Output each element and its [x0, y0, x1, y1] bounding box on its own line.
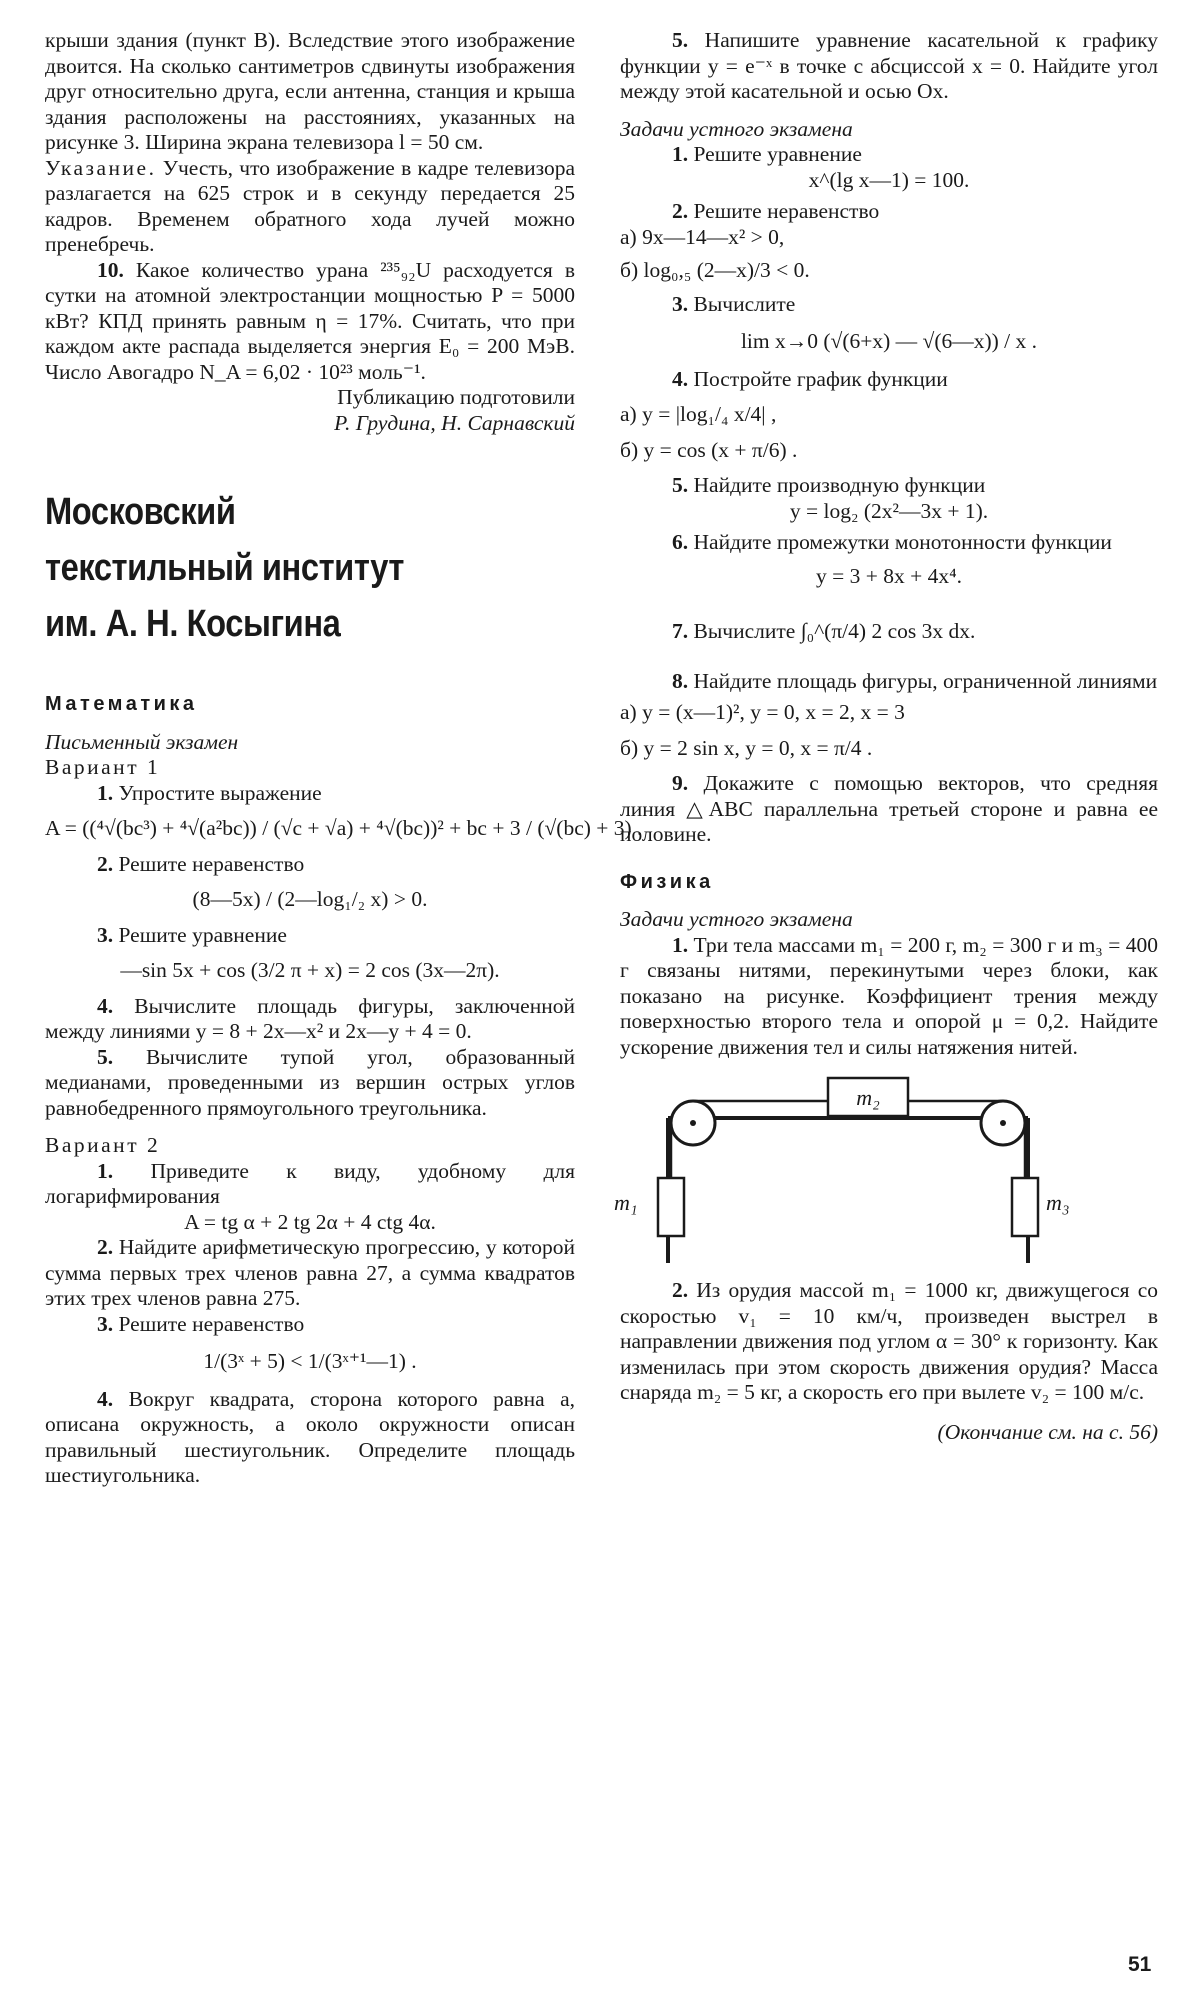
- v1-problem-3-number: 3.: [97, 922, 114, 947]
- oral-problem-5: [620, 473, 1158, 499]
- oral-problem-6: [620, 530, 1158, 556]
- oral-problem-2-number: 2.: [672, 199, 689, 223]
- v2-problem-3-number: 3.: [97, 1311, 114, 1336]
- oral-problem-2a: а) 9x—14—x² > 0,: [620, 224, 785, 249]
- v1-problem-5-number: 5.: [97, 1044, 114, 1069]
- v2-problem-2: [45, 1235, 575, 1312]
- continuation-note: (Окончание см. на с. 56): [937, 1419, 1158, 1444]
- mass-m2-label: m₂: [856, 1085, 880, 1110]
- v2-problem-1-text: Приведите к виду, удобному для логарифмирования: [45, 1158, 576, 1208]
- oral-problem-8b: б) y = 2 sin x, y = 0, x = π/4 .: [620, 735, 873, 760]
- variant-2-heading: Вариант 2: [45, 1133, 161, 1157]
- oral-problem-4: [620, 367, 1158, 393]
- physics-problem-1: [620, 933, 1158, 1061]
- oral-problem-9-number: 9.: [672, 771, 689, 795]
- oral-problem-4a: а) y = |log₁/₄ x/4| ,: [620, 402, 777, 426]
- v2-problem-3: [45, 1312, 575, 1338]
- v2-problem-4-text: Вокруг квадрата, сторона которого равна a, описана окружность, а около окружности описан правильный шестиугольник. Определите площадь шестиугольника.: [45, 1386, 575, 1487]
- variant-1-heading: Вариант 1: [45, 755, 161, 779]
- oral-problem-3-number: 3.: [672, 291, 689, 316]
- v1-problem-2-expression: (8—5x) / (2—log₁/₂ x) > 0.: [192, 887, 428, 911]
- mass-m1: [658, 1178, 684, 1236]
- oral-problem-7-text: Вычислите ∫₀^(π/4) 2 cos 3x dx.: [693, 619, 976, 643]
- v1-problem-2-text: Решите неравенство: [118, 851, 305, 876]
- v1-problem-3: [45, 923, 575, 949]
- oral-problem-4-number: 4.: [672, 366, 689, 391]
- oral-problem-9: [620, 771, 1158, 848]
- v2-problem-2-number: 2.: [97, 1235, 114, 1259]
- problem-10-text: Какое количество урана ²³⁵₉₂U расходуется в сутки на атомной электростанции мощностью P = 5000 кВт? КПД принять равным η = 17%. Считать, что при каждом акте распада выделяется энергия E₀ = 200 МэВ. Число Авогадро N_A = 6,02 · 10²³ моль⁻¹.: [45, 257, 575, 384]
- oral-problem-2-text: Решите неравенство: [693, 199, 880, 223]
- problem-10-number: 10.: [97, 257, 124, 282]
- v2-problem-3-text: Решите неравенство: [118, 1311, 305, 1336]
- oral-problem-3-text: Вычислите: [693, 291, 796, 316]
- institute-title-line-3: им. А. Н. Косыгина: [45, 603, 341, 645]
- v2-problem-2-text: Найдите арифметическую прогрессию, у которой сумма первых трех членов равна 27, а сумма квадратов этих трех членов равна 275.: [45, 1235, 576, 1310]
- oral-problem-6-text: Найдите промежутки монотонности функции: [693, 530, 1112, 554]
- oral-problem-1-expression: x^(lg x—1) = 100.: [808, 167, 970, 192]
- right-column: [614, 28, 1159, 1445]
- v2-problem-4-number: 4.: [97, 1386, 114, 1411]
- math-section-heading: Математика: [45, 693, 198, 715]
- v1-problem-3-expression: —sin 5x + cos (3/2 π + x) = 2 cos (3x—2π).: [120, 958, 500, 982]
- oral-problem-3-expression: lim x→0 (√(6+x) — √(6—x)) / x .: [740, 329, 1038, 353]
- mass-m3-label: m₃: [1046, 1190, 1070, 1215]
- v1-problem-1: [45, 781, 575, 807]
- hint-paragraph: [45, 156, 575, 258]
- mass-m3: [1012, 1178, 1038, 1236]
- oral-problem-2: [620, 199, 1158, 225]
- written-exam-heading: Письменный экзамен: [45, 729, 239, 754]
- v1-problem-3-text: Решите уравнение: [118, 922, 287, 947]
- v2-problem-1: [45, 1159, 575, 1210]
- oral-problem-1-text: Решите уравнение: [693, 142, 862, 166]
- v2-problem-5: [620, 28, 1158, 105]
- v2-problem-1-number: 1.: [97, 1158, 114, 1183]
- credit-line-1: Публикацию подготовили: [337, 385, 575, 409]
- oral-problem-4-text: Постройте график функции: [693, 366, 948, 391]
- oral-problem-8a: а) y = (x—1)², y = 0, x = 2, x = 3: [620, 700, 905, 724]
- hint-label: Указание.: [45, 155, 157, 180]
- right-pulley-axle: [1000, 1120, 1006, 1126]
- oral-problem-8-text: Найдите площадь фигуры, ограниченной линиями: [693, 668, 1158, 693]
- oral-problem-9-text: Докажите с помощью векторов, что средняя линия △ABC параллельна третьей стороне и равна ее половине.: [620, 771, 1158, 846]
- oral-problem-4b: б) y = cos (x + π/6) .: [620, 437, 798, 462]
- v2-problem-3-expression: 1/(3ˣ + 5) < 1/(3ˣ⁺¹—1) .: [203, 1349, 417, 1373]
- v2-problem-1-expression: A = tg α + 2 tg 2α + 4 ctg 4α.: [184, 1209, 436, 1234]
- v1-problem-1-text: Упростите выражение: [118, 780, 322, 805]
- physics-oral-heading: Задачи устного экзамена: [620, 907, 853, 931]
- hint-text: Учесть, что изображение в кадре телевизора разлагается на 625 строк и в секунду передается 25 кадров. Временем обратного хода лучей можно пренебречь.: [45, 155, 575, 256]
- problem-10: [45, 258, 575, 386]
- oral-problem-5-expression: y = log₂ (2x²—3x + 1).: [789, 498, 989, 523]
- pulley-diagram: [614, 1078, 1148, 1268]
- physics-problem-1-text: Три тела массами m₁ = 200 г, m₂ = 300 г и m₃ = 400 г связаны нитями, перекинутыми через блоки, как показано на рисунке. Коэффициент трения между поверхностью второго тела и опорой μ = 0,2. Найдите ускорение движения тел и силы натяжения нитей.: [620, 932, 1158, 1059]
- left-pulley-axle: [690, 1120, 696, 1126]
- institute-title-line-2: текстильный институт: [45, 547, 404, 589]
- v1-problem-5-text: Вычислите тупой угол, образованный медианами, проведенными из вершин острых углов равнобедренного прямоугольного треугольника.: [45, 1044, 575, 1120]
- v1-problem-4-number: 4.: [97, 993, 114, 1018]
- v1-problem-2-number: 2.: [97, 851, 114, 876]
- oral-exam-heading: Задачи устного экзамена: [620, 116, 853, 141]
- page-number: 51: [1128, 1953, 1152, 1976]
- oral-problem-6-expression: y = 3 + 8x + 4x⁴.: [816, 563, 962, 588]
- v2-problem-5-text: Напишите уравнение касательной к графику функции y = e⁻ˣ в точке с абсциссой x = 0. Найдите угол между этой касательной и осью Ox.: [620, 28, 1159, 103]
- physics-problem-2-number: 2.: [672, 1278, 689, 1302]
- oral-problem-6-number: 6.: [672, 530, 689, 554]
- oral-problem-1-number: 1.: [672, 142, 689, 166]
- oral-problem-7: [620, 619, 1158, 645]
- institute-title-line-1: Московский: [45, 491, 236, 533]
- oral-problem-3: [620, 292, 1158, 318]
- physics-section-heading: Физика: [620, 870, 714, 893]
- oral-problem-7-number: 7.: [672, 619, 689, 643]
- oral-problem-5-text: Найдите производную функции: [693, 473, 986, 497]
- v1-problem-1-number: 1.: [97, 780, 114, 805]
- intro-paragraph: крыши здания (пункт B). Вследствие этого изображение двоится. На сколько сантиметров сдвинуты изображения друг относительно друга, если антенна, станция и крыша здания расположены на расстояниях, указанных на рисунке 3. Ширина экрана телевизора l = 50 см.: [45, 28, 575, 154]
- v2-problem-4: [45, 1387, 575, 1489]
- physics-problem-1-number: 1.: [672, 932, 689, 957]
- oral-problem-2b: б) log₀,₅ (2—x)/3 < 0.: [620, 258, 810, 282]
- oral-problem-5-number: 5.: [672, 473, 689, 497]
- physics-problem-2-text: Из орудия массой m₁ = 1000 кг, движущегося со скоростью v₁ = 10 км/ч, произведен выстрел в направлении движения под углом α = 30° к горизонту. Как изменилась при этом скорость движения орудия? Масса снаряда m₂ = 5 кг, а скорость его при вылете v₂ = 100 м/с.: [620, 1278, 1158, 1404]
- mass-m1-label: m₁: [614, 1190, 638, 1215]
- v1-problem-2: [45, 852, 575, 878]
- v1-problem-5: [45, 1045, 575, 1122]
- v1-problem-1-expression: A = ((⁴√(bc³) + ⁴√(a²bc)) / (√c + √a) + ⁴√(bc))² + bc + 3 / (√(bc) + 3) .: [45, 816, 643, 840]
- oral-problem-8-number: 8.: [672, 668, 689, 693]
- physics-problem-2: [620, 1278, 1158, 1406]
- v2-problem-5-number: 5.: [672, 28, 689, 52]
- v1-problem-4: [45, 994, 575, 1045]
- oral-problem-1: [620, 142, 1158, 168]
- v1-problem-4-text: Вычислите площадь фигуры, заключенной между линиями y = 8 + 2x—x² и 2x—y + 4 = 0.: [45, 993, 575, 1043]
- credit-line-2: Р. Грудина, Н. Сарнавский: [334, 410, 575, 435]
- oral-problem-8: [620, 669, 1158, 695]
